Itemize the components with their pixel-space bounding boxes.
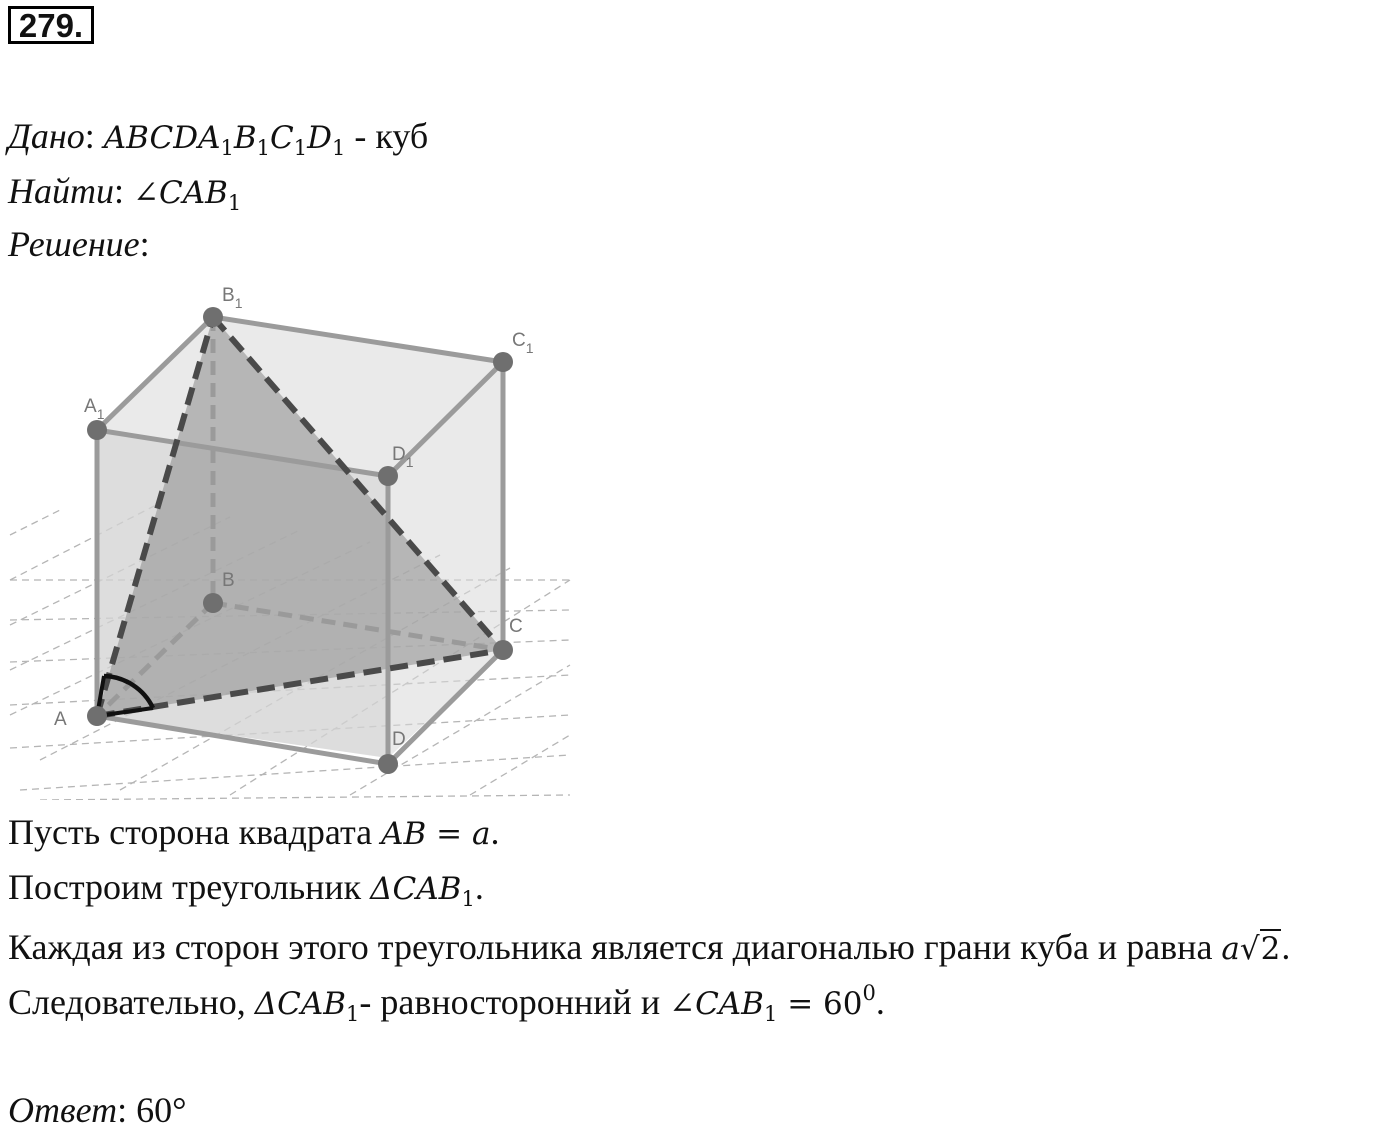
- line4-mid: - равносторонний и: [359, 982, 670, 1022]
- solution-label: Решение: [8, 224, 140, 264]
- given-cube-abcda: ABCDA: [103, 120, 221, 156]
- line2-prefix: Построим треугольник: [8, 867, 371, 907]
- given-cube: [103, 120, 346, 160]
- vertex-d: [378, 754, 398, 774]
- line3-a: a: [1221, 931, 1240, 967]
- sqrt-sign: √: [1239, 931, 1260, 967]
- line4-sub: 1: [346, 1002, 360, 1026]
- line4-angle: ∠CAB: [669, 986, 764, 1022]
- line2-math: ΔCAB: [370, 871, 462, 907]
- sub-one: 1: [256, 136, 271, 160]
- line4-end: .: [875, 982, 885, 1022]
- answer-line: [8, 1090, 187, 1130]
- label-a1-letter: A: [84, 396, 97, 417]
- label-b: B: [222, 570, 235, 591]
- vertex-a: [87, 706, 107, 726]
- given-colon: :: [84, 116, 95, 156]
- label-a: A: [54, 709, 67, 730]
- find-colon: :: [114, 171, 125, 211]
- label-c1-sub: 1: [525, 340, 534, 356]
- text-line-3: [8, 927, 1290, 969]
- given-label: Дано: [8, 116, 85, 156]
- line3-prefix: Каждая из сторон этого треугольника является диагональю грани куба и равна: [8, 927, 1222, 967]
- given-cube-d: D: [307, 120, 332, 156]
- find-angle: [133, 175, 242, 215]
- vertex-d1: [378, 466, 398, 486]
- label-b1: [222, 285, 243, 311]
- vertex-c1: [493, 352, 513, 372]
- label-b1-sub: 1: [234, 295, 243, 311]
- sub-one: 1: [293, 136, 308, 160]
- label-d1-letter: D: [392, 444, 406, 465]
- vertex-c: [493, 640, 513, 660]
- given-line: [8, 116, 428, 158]
- given-suffix: - куб: [345, 116, 429, 156]
- sub-one: 1: [220, 136, 234, 160]
- line2-sub: 1: [461, 887, 475, 911]
- label-c1: [512, 330, 534, 356]
- label-a1-sub: 1: [96, 406, 105, 422]
- vertex-b: [203, 593, 223, 613]
- line1-math: AB = a: [381, 816, 491, 852]
- line3-end: .: [1281, 927, 1291, 967]
- text-line-2: [8, 867, 484, 909]
- label-d: D: [392, 729, 406, 750]
- given-cube-b: B: [233, 120, 257, 156]
- line4-prefix: Следовательно,: [8, 982, 255, 1022]
- line2-end: .: [474, 867, 484, 907]
- sub-one: 1: [332, 136, 346, 160]
- find-label: Найти: [8, 171, 114, 211]
- sub-one: 1: [227, 191, 242, 215]
- line4-sub2: 1: [763, 1002, 778, 1026]
- find-angle-text: ∠CAB: [133, 175, 228, 211]
- line4-eq: = 60: [777, 986, 863, 1022]
- line1-prefix: Пусть сторона квадрата: [8, 812, 382, 852]
- line1-end: .: [490, 812, 500, 852]
- answer-label: Ответ: [8, 1090, 118, 1130]
- label-c: C: [509, 616, 523, 637]
- answer-colon: :: [117, 1090, 128, 1130]
- given-cube-c: C: [270, 120, 294, 156]
- text-line-1: [8, 812, 499, 854]
- solution-colon: :: [139, 224, 150, 264]
- problem-number: 279.: [8, 6, 94, 44]
- cube-figure: [0, 280, 580, 800]
- solution-line: [8, 224, 150, 264]
- label-b1-letter: B: [222, 285, 235, 306]
- label-a1: [84, 396, 105, 422]
- line3-two: 2: [1260, 931, 1281, 967]
- text-line-4: [8, 982, 885, 1024]
- label-d1-sub: 1: [405, 454, 414, 470]
- line4-tri: ΔCAB: [254, 986, 347, 1022]
- find-line: [8, 171, 241, 213]
- label-c1-letter: C: [512, 330, 526, 351]
- answer-value: 60°: [127, 1090, 187, 1130]
- vertex-b1: [203, 307, 223, 327]
- vertex-a1: [87, 420, 107, 440]
- line4-sup: 0: [862, 981, 876, 1005]
